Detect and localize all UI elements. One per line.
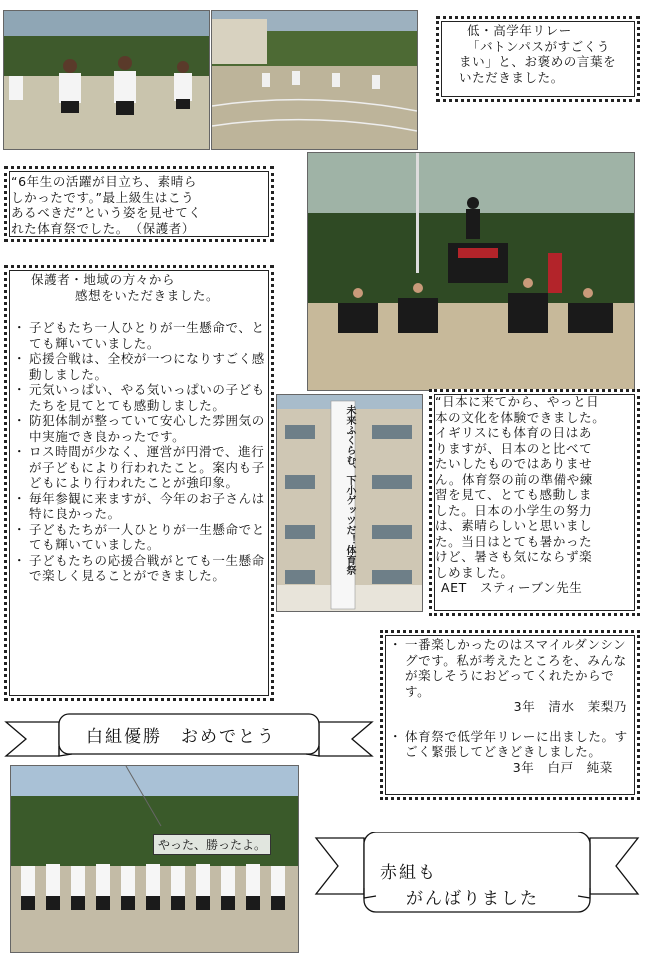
sixth-grade-line-2: しかったです。”最上級生はこう	[11, 189, 195, 205]
aet-line: た。当日はとても暑かった	[435, 533, 593, 549]
student-signature-2: 3年 白戸 純菜	[512, 759, 613, 775]
aet-line: 習を見て、とても感動しま	[435, 487, 592, 502]
guardians-list	[13, 320, 265, 584]
photo-relay-runners	[3, 10, 210, 150]
photo-relay-track	[211, 10, 418, 150]
list-item: ・ 防犯体制が整っていて安心した雰囲気の中実施でき良かったです。	[13, 413, 265, 444]
sixth-grade-comment-box	[4, 166, 274, 242]
list-item: ・ ロス時間が少なく、運営が円滑で、進行が子どもにより行われたこと。案内も子どもにより行われたことが強印象。	[13, 444, 265, 491]
student-signature-1: 3年 清水 茉梨乃	[513, 699, 627, 714]
red-team-banner-line-2: がんばりました	[406, 889, 539, 909]
aet-line: イギリスにも体育の日はあ	[435, 425, 592, 440]
aet-line: りますが、日本のと比べて	[435, 440, 593, 456]
aet-line: けど、暑さも気にならず楽	[435, 549, 593, 564]
aet-line: たいしたものではありませ	[435, 456, 593, 471]
aet-line: ん。体育祭の前の準備や練	[435, 471, 593, 487]
relay-line-3: いただきました。	[459, 69, 564, 85]
list-item: ・ 子どもたちが一人ひとりが一生懸命でとても輝いていました。	[13, 522, 265, 553]
relay-comment-box	[436, 16, 640, 102]
relay-line-1: 「バトンパスがすごくう	[467, 38, 610, 54]
list-item: ・ 子どもたちの応援合戦がとても一生懸命で楽しく見ることができました。	[13, 553, 265, 584]
sixth-grade-line-4: れた体育祭でした。 （保護者）	[11, 220, 196, 236]
white-team-banner-text: 白組優勝 おめでとう	[86, 727, 276, 747]
aet-line: しめました。	[435, 564, 514, 580]
photo-white-team-winners	[10, 765, 299, 953]
aet-line: した。日本の小学生の努力	[435, 502, 593, 518]
list-item: ・ 一番楽しかったのはスマイルダンシングです。私が考えたところを、みんなが楽しそうにおどってくれたからです。	[389, 637, 631, 699]
list-item: ・ 元気いっぱい、やる気いっぱいの子どもたちを見てとても感動しました。	[13, 382, 265, 413]
red-team-banner-line-1: 赤組も	[380, 863, 437, 883]
sixth-grade-line-3: あるべきだ”という姿を見せてく	[11, 205, 202, 220]
guardians-heading-1: 保護者・地域の方々から	[31, 272, 176, 287]
relay-title: 低・高学年リレー	[467, 23, 572, 38]
guardians-comments-box	[4, 265, 274, 701]
aet-line: は、素晴らしいと思いまし	[435, 518, 593, 533]
list-item: ・ 応援合戦は、全校が一つになりすごく感動しました。	[13, 351, 265, 382]
photo-cheer-battle	[307, 152, 635, 391]
guardians-heading-2: 感想をいただきました。	[75, 287, 220, 303]
students-comment-box	[380, 630, 640, 800]
white-team-banner	[4, 708, 374, 762]
list-item: ・ 毎年参観に来ますが、今年のお子さんは特に良かった。	[13, 491, 265, 522]
sixth-grade-line-1: “6年生の活躍が目立ち、素晴ら	[11, 174, 197, 189]
aet-signature: AET スティーブン先生	[441, 580, 583, 595]
school-banner-text: 未来ふくらむ、下小ゲッツだ！体育祭	[344, 405, 355, 575]
red-team-banner	[314, 832, 640, 914]
list-item: ・ 体育祭で低学年リレーに出ました。すごく緊張してどきどきしました。	[389, 729, 631, 760]
relay-line-2: まい」と、お褒めの言葉を	[459, 54, 617, 69]
photo-caption: やった、勝ったよ。	[153, 834, 271, 855]
aet-line: “日本に来てから、やっと日	[435, 394, 600, 409]
aet-line: 本の文化を体験できました。	[435, 409, 606, 425]
photo-school-building	[276, 394, 423, 612]
list-item: ・ 子どもたち一人ひとりが一生懸命で、とても輝いていました。	[13, 320, 265, 351]
aet-comment-box	[429, 389, 640, 616]
